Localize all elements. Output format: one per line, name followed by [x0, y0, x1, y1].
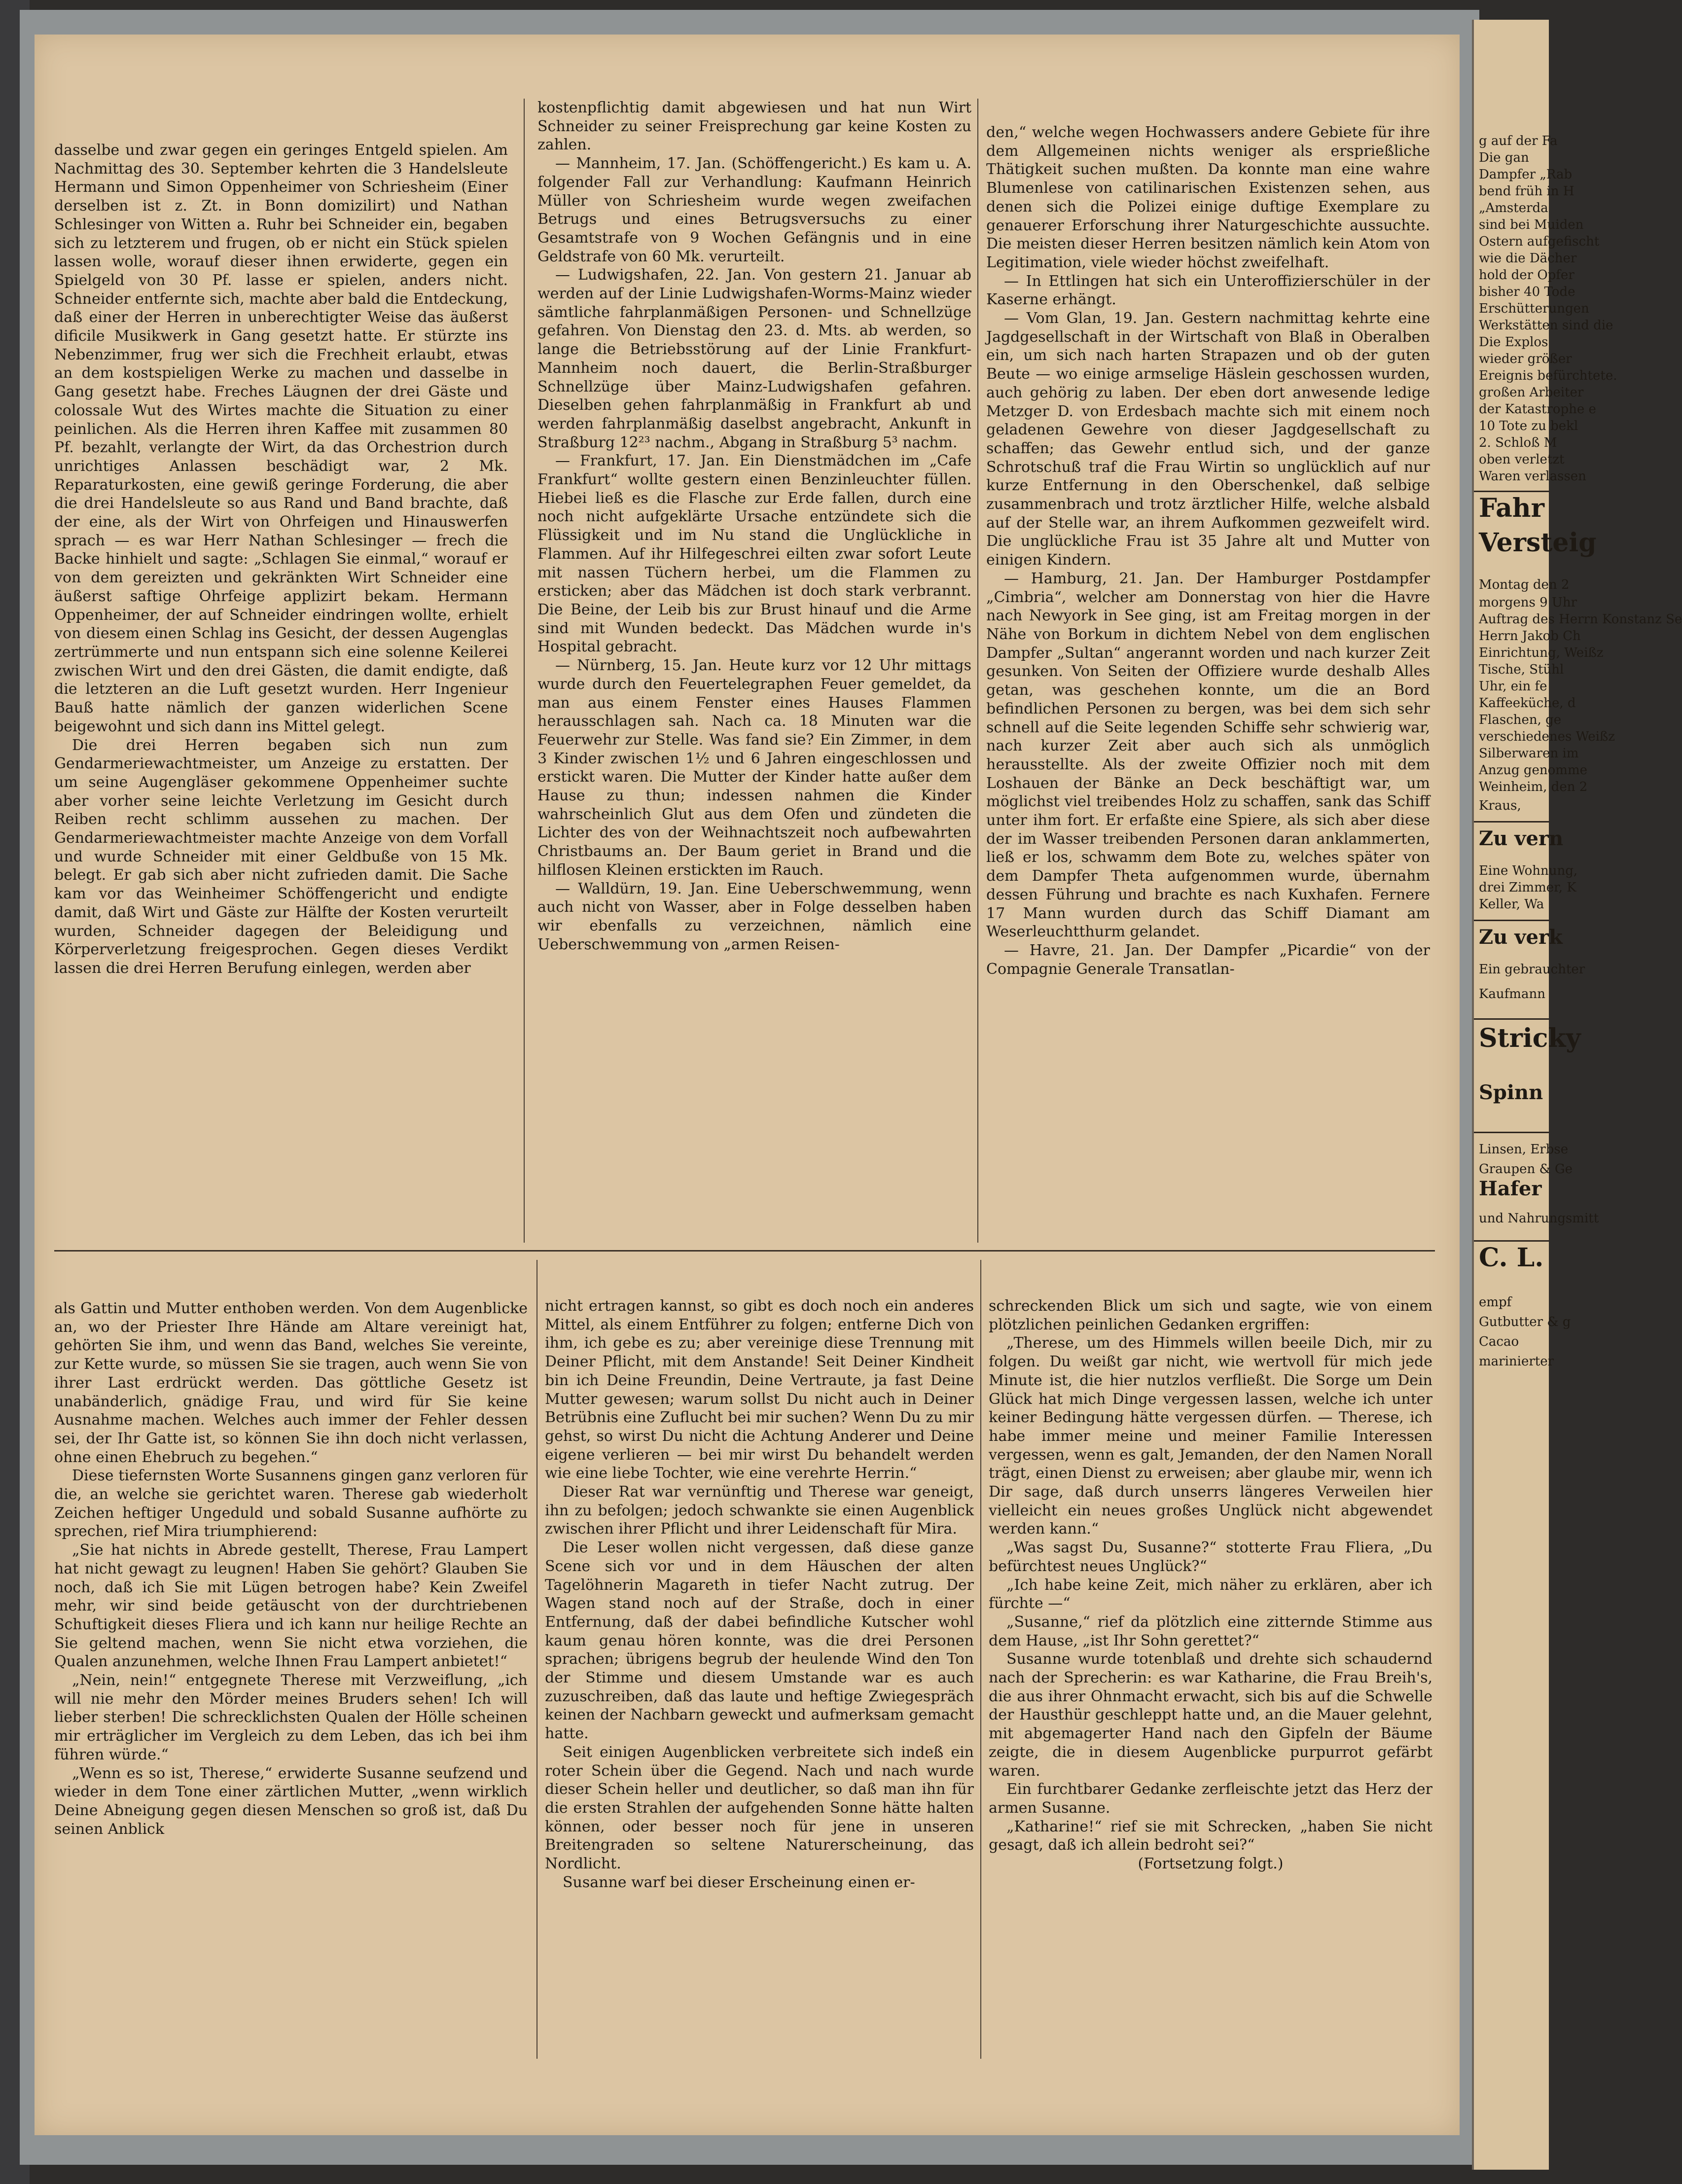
serial-column-3 — [989, 1297, 1432, 1873]
paragraph: „Therese, um des Himmels willen beeile Dich, mir zu folgen. Du weißt gar nicht, wie wertvoll für mich jede Minute ist, die hier nutzlos verfließt. Die Sorge um Dein Glück hat mich Dinge vergessen lassen, welche ich unter keiner Bedingung hätte vergessen dürfen. — Therese, ich habe immer meine und meiner Familie Interessen vergessen, wenn es galt, Jemanden, der den Namen Norall trägt, einen Dienst zu erweisen; aber glaube mir, wenn ich Dir sage, daß durch unserrs längeres Verweilen hier vielleicht ein neues großes Unglück nicht abgewendet werden kann.“ — [989, 1334, 1432, 1538]
news-column-1 — [54, 141, 508, 978]
ad-rule — [1474, 1240, 1549, 1242]
ad-text: Tische, Stühl — [1479, 662, 1564, 677]
ad-text: und Nahrungsmitt — [1479, 1211, 1599, 1226]
ad-text: Eine Wohnung, — [1479, 863, 1578, 878]
ad-rule — [1474, 1132, 1549, 1133]
ad-text: drei Zimmer, K — [1479, 880, 1576, 895]
paragraph: Ein furchtbarer Gedanke zerfleischte jetzt das Herz der armen Susanne. — [989, 1781, 1432, 1817]
news-column-3 — [986, 123, 1430, 978]
ad-title: C. L. — [1479, 1243, 1544, 1273]
ad-text: Flaschen, ge — [1479, 713, 1562, 727]
strip-text: Ostern aufgefischt — [1479, 234, 1600, 249]
news-item-ettlingen: — In Ettlingen hat sich ein Unteroffizierschüler in der Kaserne erhängt. — [986, 272, 1430, 309]
continuation-note: (Fortsetzung folgt.) — [1138, 1855, 1284, 1873]
strip-text: g auf der Fa — [1479, 134, 1558, 148]
ad-text: Keller, Wa — [1479, 897, 1544, 912]
ad-rule — [1474, 491, 1549, 492]
strip-text: der Katastrophe e — [1479, 402, 1596, 417]
strip-text: großen Arbeiter — [1479, 385, 1584, 400]
paragraph: „Was sagst Du, Susanne?“ stotterte Frau Fliera, „Du befürchtest neues Unglück?“ — [989, 1539, 1432, 1575]
serial-column-2 — [545, 1297, 974, 1892]
ad-text: Graupen & Ge — [1479, 1162, 1573, 1177]
ad-title: Fahr — [1479, 493, 1544, 523]
news-item-mannheim: — Mannheim, 17. Jan. (Schöffengericht.) Es kam u. A. folgender Fall zur Verhandlung: Kaufmann Heinrich Müller von Schriesheim wurde wegen zweifachen Betrugs und eines Betrugsversuchs zu einer Gesamtstrafe von 9 Wochen Gefängnis und in eine Geldstrafe von 60 Mk. verurteilt. — [537, 155, 971, 265]
news-item-wallduern: — Walldürn, 19. Jan. Eine Ueberschwemmung, wenn auch nicht von Wasser, aber in Folge desselben haben wir ebenfalls zu verzeichnen, nämlich eine Ueberschwemmung von „armen Reisen- — [537, 880, 971, 953]
paragraph: „Ich habe keine Zeit, mich näher zu erklären, aber ich fürchte —“ — [989, 1576, 1432, 1612]
ad-text: Linsen, Erbse — [1479, 1142, 1569, 1157]
ad-text: morgens 9 Uhr — [1479, 595, 1577, 610]
ad-title: Hafer — [1479, 1177, 1542, 1200]
news-item-vom-glan: — Vom Glan, 19. Jan. Gestern nachmittag kehrte eine Jagdgesellschaft in der Wirtschaft von Blaß in Oberalben ein, um sich nach harten Strapazen und ob der guten Beute — wo einige armselige Häslein geschossen wurden, auch gehörig zu laben. Der eben dort anwesende ledige Metzger D. von Erdesbach machte sich mit einem noch geladenen Gewehre von dieser Jagdgesellschaft zu schaffen; das Gewehr entlud sich, und der ganze Schrotschuß traf die Frau Wirtin so unglücklich auf nur kurze Entfernung in den Oberschenkel, daß selbige zusammenbrach und trotz ärztlicher Hilfe, welche alsbald auf der Stelle war, an ihrem Aufkommen gezweifelt wird. Die unglückliche Frau ist 35 Jahre alt und Mutter von einigen Kindern. — [986, 310, 1430, 569]
paragraph: „Wenn es so ist, Therese,“ erwiderte Susanne seufzend und wieder in dem Tone einer zärtlichen Mutter, „wenn wirklich Deine Abneigung gegen diesen Menschen so groß ist, daß Du seinen Anblick — [54, 1764, 528, 1838]
ad-rule — [1474, 920, 1549, 921]
strip-text: wie die Dächer — [1479, 251, 1577, 266]
ad-text: Anzug genomme — [1479, 763, 1587, 778]
paragraph: als Gattin und Mutter enthoben werden. Von dem Augenblicke an, wo der Priester Ihre Hände am Altare vereinigt hat, gehörten Sie ihm, und wenn das Band, welches Sie vereinte, zur Kette wurde, so müssen Sie sie tragen, auch wenn Sie von ihrer Last erdrückt werden. Das göttliche Gesetz ist unabänderlich, gnädige Frau, und wird für Sie keine Ausnahme machen. Welches auch immer der Fehler dessen sei, der Ihr Gatte ist, so können Sie ihn doch nicht verlassen, ohne einen Ehebruch zu begehen.“ — [54, 1300, 528, 1466]
ad-text: Kraus, — [1479, 798, 1521, 813]
strip-text: Ereignis befürchtete. — [1479, 368, 1617, 383]
paragraph: Die drei Herren begaben sich nun zum Gendarmeriewachtmeister, um Anzeige zu erstatten. Der um seine Augengläser gekommene Oppenheimer suchte aber vorher seine leichte Verletzung im Gesicht durch Reiben recht schlimm aussehen zu machen. Der Gendarmeriewachtmeister machte Anzeige von dem Vorfall und wurde Schneider mit einer Geldbuße von 15 Mk. belegt. Er gab sich aber nicht zufrieden damit. Die Sache kam vor das Weinheimer Schöffengericht und endigte damit, daß Wirt und Gäste zur Hälfte der Kosten verurteilt wurden, Schneider dagegen der Beleidigung und Körperverletzung freigesprochen. Gegen dieses Verdikt lassen die drei Herren Berufung einlegen, werden aber — [54, 736, 508, 977]
news-column-2 — [537, 99, 971, 954]
ad-text: Spinn — [1479, 1081, 1543, 1104]
serial-column-1 — [54, 1299, 528, 1838]
ad-rule — [1474, 821, 1549, 823]
strip-text: 10 Tote zu bekl — [1479, 419, 1578, 433]
strip-text: „Amsterda — [1479, 201, 1548, 215]
ad-text: Kaufmann — [1479, 987, 1545, 1002]
strip-text: sind bei Muiden — [1479, 217, 1584, 232]
news-item-havre: — Havre, 21. Jan. Der Dampfer „Picardie“ von der Compagnie Generale Transatlan- — [986, 941, 1430, 978]
paragraph: Susanne wurde totenblaß und drehte sich schaudernd nach der Sprecherin: es war Katharine, die Frau Breih's, die aus ihrer Ohnmacht erwacht, sich bis auf die Schwelle der Hausthür geschleppt hatte und, an die Mauer gelehnt, mit abgemagerter Hand nach den Gipfeln der Bäume zeigte, die in diesem Augenblicke purpurrot gefärbt waren. — [989, 1650, 1432, 1780]
ad-text: verschiedenes Weißz — [1479, 729, 1615, 744]
ad-text: empf — [1479, 1295, 1512, 1310]
paragraph: Susanne warf bei dieser Erscheinung einen er- — [563, 1873, 915, 1891]
ad-title: Zu verk — [1479, 926, 1563, 949]
paragraph: kostenpflichtig damit abgewiesen und hat nun Wirt Schneider zu seiner Freisprechung gar keine Kosten zu zahlen. — [537, 99, 971, 154]
ad-title: Stricky — [1479, 1023, 1581, 1053]
strip-text: oben verletzt — [1479, 452, 1565, 467]
paragraph: Seit einigen Augenblicken verbreitete sich indeß ein roter Schein über die Gegend. Nach und nach wurde dieser Schein heller und deutlicher, so daß man ihn für die ersten Strahlen der aufgehenden Sonne hätte halten können, oder besser noch für jene in unseren Breitengraden so seltene Naturerscheinung, das Nordlicht. — [545, 1743, 974, 1873]
ad-text: Herrn Jakob Ch — [1479, 629, 1581, 644]
ad-text: Weinheim, den 2 — [1479, 780, 1588, 794]
news-item-frankfurt: — Frankfurt, 17. Jan. Ein Dienstmädchen im „Cafe Frankfurt“ wollte gestern einen Benzinleuchter füllen. Hiebei ließ es die Flasche zur Erde fallen, durch eine noch nicht aufgeklärte Ursache entzündete sich die Flüssigkeit und im Nu stand die Unglückliche in Flammen. Auf ihr Hilfegeschrei eilten zwar sofort Leute mit nassen Tüchern herbei, um die Flammen zu ersticken; aber das Mädchen ist doch stark verbrannt. Die Beine, der Leib bis zur Brust hinauf und die Arme sind mit Wunden bedeckt. Das Mädchen wurde in's Hospital gebracht. — [537, 452, 971, 656]
strip-text: Waren verlassen — [1479, 469, 1586, 484]
strip-text: Erschütterungen — [1479, 301, 1589, 316]
strip-text: Dampfer „Rab — [1479, 167, 1573, 182]
news-item-hamburg: — Hamburg, 21. Jan. Der Hamburger Postdampfer „Cimbria“, welcher am Donnerstag von hier die Havre nach Newyork in See ging, ist am Freitag morgen in der Nähe von Borkum in dichtem Nebel von dem englischen Dampfer „Sultan“ angerannt worden und nach kurzer Zeit gesunken. Von Seiten der Offiziere wurde deshalb Alles getan, was geschehen konnte, um die an Bord befindlichen Personen zu bergen, was bei dem sich sehr schnell auf die Seite legenden Schiffe sehr schwierig war, nach kurzer Zeit aber auch sich als unmöglich herausstellte. Als der zweite Offizier noch mit dem Loshauen der Bänke an Deck beschäftigt war, um möglichst viel treibendes Holz zu schaffen, sank das Schiff unter ihm fort. Er erfaßte eine Spiere, als sich aber diese der im Wasser treibenden Personen daran anklammerten, ließ er los, schwamm dem Bote zu, welches später von dem Dampfer Theta aufgenommen wurde, übernahm dessen Führung und brachte es nach Kuxhafen. Fernere 17 Mann wurden durch das Schiff Diamant am Weserleuchtthurm gelandet. — [986, 570, 1430, 941]
paragraph: Die Leser wollen nicht vergessen, daß diese ganze Scene sich vor und in dem Häuschen der alten Tagelöhnerin Magareth in tiefer Nacht zutrug. Der Wagen stand noch auf der Straße, doch in einer Entfernung, daß der dabei befindliche Kutscher wohl kaum genau hören konnte, was die drei Personen sprachen; übrigens begrub der heulende Wind den Ton der Stimme und diesem Umstande war es auch zuzuschreiben, daß das laute und heftige Zwiegespräch keinen der Nachbarn geweckt und aufmerksam gemacht hatte. — [545, 1539, 974, 1743]
paragraph: dasselbe und zwar gegen ein geringes Entgeld spielen. Am Nachmittag des 30. September kehrten die 3 Handelsleute Hermann und Simon Oppenheimer von Schriesheim (Einer derselben ist z. Zt. in Bonn domizilirt) und Nathan Schlesinger von Witten a. Ruhr bei Schneider ein, begaben sich zu letzterem und frugen, ob er nicht ein Stück spielen lassen wolle, worauf dieser ihnen erwiderte, gegen ein Spielgeld von 30 Pf. lasse er spielen, anders nicht. Schneider entfernte sich, machte aber bald die Entdeckung, daß einer der Herren in unberechtigter Weise das äußerst dificile Musikwerk in Gang gesetzt hatte. Er stürzte ins Nebenzimmer, frug wer sich die Frechheit erlaubt, etwas an dem kostspieligen Werke zu machen und dasselbe in Gang gesetzt habe. Freches Läugnen der drei Gäste und colossale Wut des Wirtes machte die Situation zu einer peinlichen. Als die Herren ihren Kaffee mit zusammen 80 Pf. bezahlt, verlangte der Wirt, da das Orchestrion durch unrichtiges Anlassen beschädigt war, 2 Mk. Reparaturkosten, eine gewiß geringe Forderung, die aber die drei Handelsleute so aus Rand und Band brachte, daß der eine, als der Wirt von Ohrfeigen und Hinauswerfen sprach — es war Herr Nathan Schlesinger — frech die Backe hinhielt und sagte: „Schlagen Sie einmal,“ worauf er von dem gereizten und gekränkten Wirt Schneider eine äußerst saftige Ohrfeige applizirt bekam. Hermann Oppenheimer, der auf Schneider eindringen wollte, erhielt von diesem einen Schlag ins Gesicht, der dessen Augenglas zertrümmerte und nun entspann sich eine solenne Keilerei zwischen Wirt und den drei Gästen, die damit endigte, daß die letzteren an die Luft gesetzt wurden. Herr Ingenieur Bauß hatte nämlich der ganzen widerlichen Scene beigewohnt und sich dann ins Mittel gelegt. — [54, 142, 508, 735]
ad-rule — [1474, 1018, 1549, 1020]
ad-title: Zu vern — [1479, 827, 1564, 850]
strip-text: hold der Opfer — [1479, 268, 1575, 283]
strip-text: Werkstätten sind die — [1479, 318, 1613, 333]
column-rule — [977, 99, 978, 1243]
news-item-ludwigshafen: — Ludwigshafen, 22. Jan. Von gestern 21. Januar ab werden auf der Linie Ludwigshafen-Worms-Mainz wieder sämtliche fahrplanmäßigen Personen- und Schnellzüge gefahren. Von Dienstag den 23. d. Mts. ab werden, so lange die Betriebsstörung auf der Linie Frankfurt-Mannheim noch dauert, die Berlin-Straßburger Schnellzüge über Mainz-Ludwigshafen gefahren. Dieselben gehen fahrplanmäßig in Frankfurt ab und werden fahrplanmäßig daselbst angebracht, Ankunft in Straßburg 12²³ nachm., Abgang in Straßburg 5³ nachm. — [537, 266, 971, 451]
paragraph: Diese tiefernsten Worte Susannens gingen ganz verloren für die, an welche sie gerichtet waren. Therese gab wiederholt Zeichen heftiger Ungeduld und sobald Susanne aufhörte zu sprechen, rief Mira triumphierend: — [54, 1467, 528, 1540]
ad-text: Gutbutter & g — [1479, 1315, 1571, 1329]
strip-text: Die gan — [1479, 150, 1529, 165]
strip-text: bend früh in H — [1479, 184, 1575, 199]
ad-subtitle: Versteig — [1479, 528, 1597, 558]
ad-text: Cacao — [1479, 1334, 1519, 1349]
adjacent-page-strip — [1472, 20, 1682, 2170]
strip-text: Die Explos — [1479, 335, 1548, 350]
ad-text: Ein gebrauchter — [1479, 962, 1585, 977]
strip-text: wieder größer — [1479, 352, 1572, 366]
ad-text: Kaffeeküche, d — [1479, 696, 1576, 711]
strip-text: bisher 40 Tode — [1479, 285, 1575, 299]
column-rule — [524, 99, 525, 1243]
paragraph: nicht ertragen kannst, so gibt es doch noch ein anderes Mittel, als einem Entführer zu folgen; entferne Dich von ihm, ich gebe es zu; aber vereinige diese Trennung mit Deiner Pflicht, mit dem Anstande! Seit Deiner Kindheit bin ich Deine Freundin, Deine Vertraute, ja fast Deine Mutter gewesen; warum sollst Du nicht auch in Deiner Betrübnis eine Zuflucht bei mir suchen? Wenn Du zu mir gehst, so wirst Du nicht die Achtung Anderer und Deine eigene verlieren — bei mir wirst Du behandelt werden wie eine liebe Tochter, wie eine verehrte Herrin.“ — [545, 1297, 974, 1482]
strip-text: 2. Schloß M — [1479, 435, 1557, 450]
paragraph: Dieser Rat war vernünftig und Therese war geneigt, ihn zu befolgen; jedoch schwankte sie einen Augenblick zwischen ihrer Pflicht und ihrer Leidenschaft für Mira. — [545, 1483, 974, 1538]
paragraph: „Sie hat nichts in Abrede gestellt, Therese, Frau Lampert hat nicht gewagt zu leugnen! Haben Sie gehört? Glauben Sie noch, daß ich Sie mit Lügen betrogen habe? Kein Zweifel mehr, wir sind beide getäuscht von der durchtriebenen Schuftigkeit dieses Fliera und ich kann nur heilige Rechte an Sie geltend machen, wenn Sie nicht etwa vorziehen, die Qualen anzunehmen, welche Ihnen Frau Lampert anbietet!“ — [54, 1541, 528, 1671]
ad-text: Auftrag des Herrn Konstanz Se — [1479, 612, 1682, 627]
paragraph: „Katharine!“ rief sie mit Schrecken, „haben Sie nicht gesagt, daß ich allein bedroht sei?“ — [989, 1818, 1432, 1854]
ad-text: marinierter — [1479, 1354, 1554, 1369]
ad-text: Montag den 2 — [1479, 577, 1570, 592]
section-rule — [54, 1250, 1435, 1252]
news-item-nuernberg: — Nürnberg, 15. Jan. Heute kurz vor 12 Uhr mittags wurde durch den Feuertelegraphen Feuer gemeldet, da man aus einem Fenster eines Hauses Flammen herausschlagen sah. Nach ca. 18 Minuten war die Feuerwehr zur Stelle. Was fand sie? Ein Zimmer, in dem 3 Kinder zwischen 1½ und 6 Jahren eingeschlossen und erstickt waren. Die Mutter der Kinder hatte außer dem Hause zu thun; indessen nahmen die Kinder wahrscheinlich Glut aus dem Ofen und zündeten die Lichter des von der Weihnachtszeit noch aufbewahrten Christbaums an. Der Baum geriet in Brand und die hilflosen Kleinen erstickten im Rauch. — [537, 657, 971, 879]
ad-text: Silberwaren im — [1479, 746, 1579, 761]
paragraph: schreckenden Blick um sich und sagte, wie von einem plötzlichen peinlichen Gedanken ergriffen: — [989, 1297, 1432, 1333]
column-rule — [980, 1260, 981, 2059]
paragraph: den,“ welche wegen Hochwassers andere Gebiete für ihre dem Allgemeinen nichts weniger als ersprießliche Thätigkeit suchen mußten. Da konnte man eine wahre Blumenlese von catilinarischen Existenzen sehen, aus denen sich die Polizei einige duftige Exemplare zu genauerer Erforschung ihrer Naturgeschichte aussuchte. Die meisten dieser Herren besitzen nämlich kein Atom von Legitimation, viele wieder höchst zweifelhaft. — [986, 124, 1430, 271]
paragraph: „Nein, nein!“ entgegnete Therese mit Verzweiflung, „ich will nie mehr den Mörder meines Bruders sehen! Ich will lieber sterben! Die schrecklichsten Qualen der Hölle scheinen mir erträglicher im Vergleich zu dem Leben, das ich bei ihm führen würde.“ — [54, 1672, 528, 1763]
ad-text: Einrichtung, Weißz — [1479, 645, 1604, 660]
ad-text: Uhr, ein fe — [1479, 679, 1547, 694]
paragraph: „Susanne,“ rief da plötzlich eine zitternde Stimme aus dem Hause, „ist Ihr Sohn gerettet?“ — [989, 1613, 1432, 1649]
